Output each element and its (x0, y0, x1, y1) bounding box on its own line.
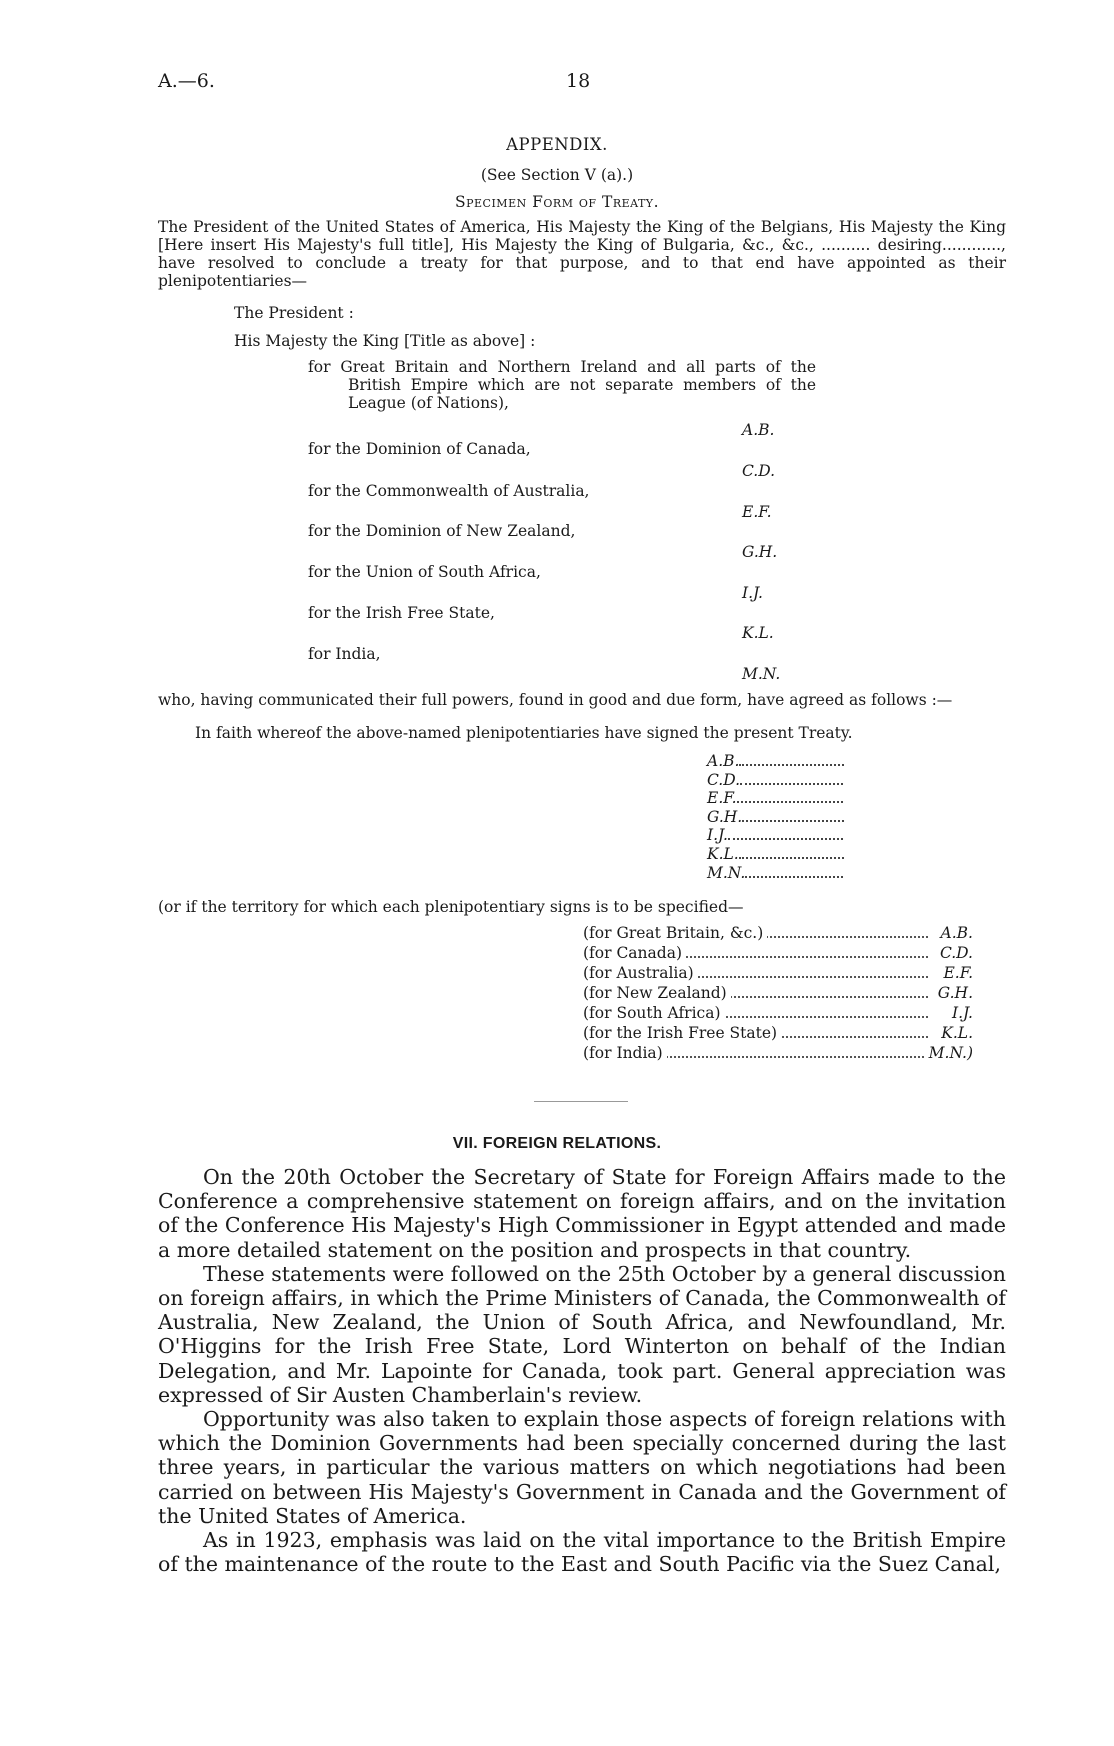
territory-row: (for Australia) E.F. (583, 964, 973, 982)
territory-row: (for Canada) C.D. (583, 944, 973, 962)
initials-ij: I.J. (742, 584, 763, 602)
signature-line: E.F. (707, 789, 857, 808)
paragraph: Opportunity was also taken to explain those aspects of foreign relations with which the Dominion Governments had been specially concerned during the last three years, in particular the various matters on which negotiations had been carried on between His Majesty's Government in Canada and the Government of the United States of America. (158, 1407, 1006, 1528)
signature-line: A.B. (707, 752, 857, 771)
territory-note: (or if the territory for which each plenipotentiary signs is to be specified— (158, 898, 744, 916)
section-body (158, 1165, 1006, 1576)
who-clause: who, having communicated their full powers, found in good and due form, have agreed as follows :— (158, 691, 953, 709)
signature-line: K.L. (707, 845, 857, 864)
appendix-title: APPENDIX. (506, 135, 608, 154)
signature-line: G.H. (707, 808, 857, 827)
section-divider (534, 1101, 628, 1102)
territory-row: (for South Africa) I.J. (583, 1004, 973, 1022)
president-line: The President : (234, 304, 354, 322)
initials-gh: G.H. (742, 543, 778, 561)
treaty-preamble (158, 218, 1006, 290)
initials-kl: K.L. (742, 624, 774, 642)
territory-row: (for the Irish Free State) K.L. (583, 1024, 973, 1042)
section-heading: VII. FOREIGN RELATIONS. (452, 1135, 662, 1152)
initials-ef: E.F. (742, 503, 772, 521)
territory-row: (for Great Britain, &c.) A.B. (583, 924, 973, 942)
initials-ab: A.B. (742, 421, 775, 439)
paragraph: As in 1923, emphasis was laid on the vital importance to the British Empire of the maintenance of the route to the East and South Pacific via the Suez Canal, (158, 1528, 1006, 1577)
paragraph: On the 20th October the Secretary of State for Foreign Affairs made to the Conference a comprehensive statement on foreign affairs, and on the invitation of the Conference His Majesty's High Commissioner in Egypt attended and made a more detailed statement on the position and prospects in that country. (158, 1165, 1006, 1262)
appendix-see-section: (See Section V (a).) (480, 166, 634, 184)
plenipotentiary-new-zealand: for the Dominion of New Zealand, (308, 522, 576, 540)
gb-plenipotentiary: for Great Britain and Northern Ireland and all parts of the British Empire which are not separate members of the League (of Nations), (308, 358, 816, 412)
signature-line: M.N. (707, 864, 857, 883)
page-number: 18 (566, 70, 591, 92)
document-reference: A.—6. (158, 70, 215, 92)
plenipotentiary-india: for India, (308, 645, 381, 663)
preamble-part-1: The President of the United States of America, His Majesty the King of the Belgians, His Majesty the King [Here insert His Majesty's full title], His Majesty the King of Bulgaria, &c., &c., .......... (158, 218, 1006, 254)
plenipotentiary-australia: for the Commonwealth of Australia, (308, 482, 590, 500)
initials-mn: M.N. (742, 665, 781, 683)
king-line: His Majesty the King [Title as above] : (234, 332, 536, 350)
plenipotentiary-irish-free-state: for the Irish Free State, (308, 604, 495, 622)
appendix-subtitle: Specimen Form of Treaty. (455, 193, 659, 211)
plenipotentiary-south-africa: for the Union of South Africa, (308, 563, 541, 581)
initials-cd: C.D. (742, 462, 776, 480)
signature-line: I.J. (707, 826, 857, 845)
plenipotentiary-canada: for the Dominion of Canada, (308, 440, 531, 458)
signature-block (707, 752, 857, 882)
preamble-part-2: desiring............, have resolved to conclude a treaty for that purpose, and to that end have appointed as their plenipotentiaries— (158, 236, 1006, 290)
signature-line: C.D. (707, 771, 857, 790)
territory-row: (for India) M.N.) (583, 1044, 973, 1062)
in-faith-clause: In faith whereof the above-named plenipotentiaries have signed the present Treaty. (195, 724, 853, 742)
territory-row: (for New Zealand) G.H. (583, 984, 973, 1002)
paragraph: These statements were followed on the 25th October by a general discussion on foreign affairs, in which the Prime Ministers of Canada, the Commonwealth of Australia, New Zealand, the Union of South Africa, and Newfoundland, Mr. O'Higgins for the Irish Free State, Lord Winterton on behalf of the Indian Delegation, and Mr. Lapointe for Canada, took part. General appreciation was expressed of Sir Austen Chamberlain's review. (158, 1261, 1006, 1407)
